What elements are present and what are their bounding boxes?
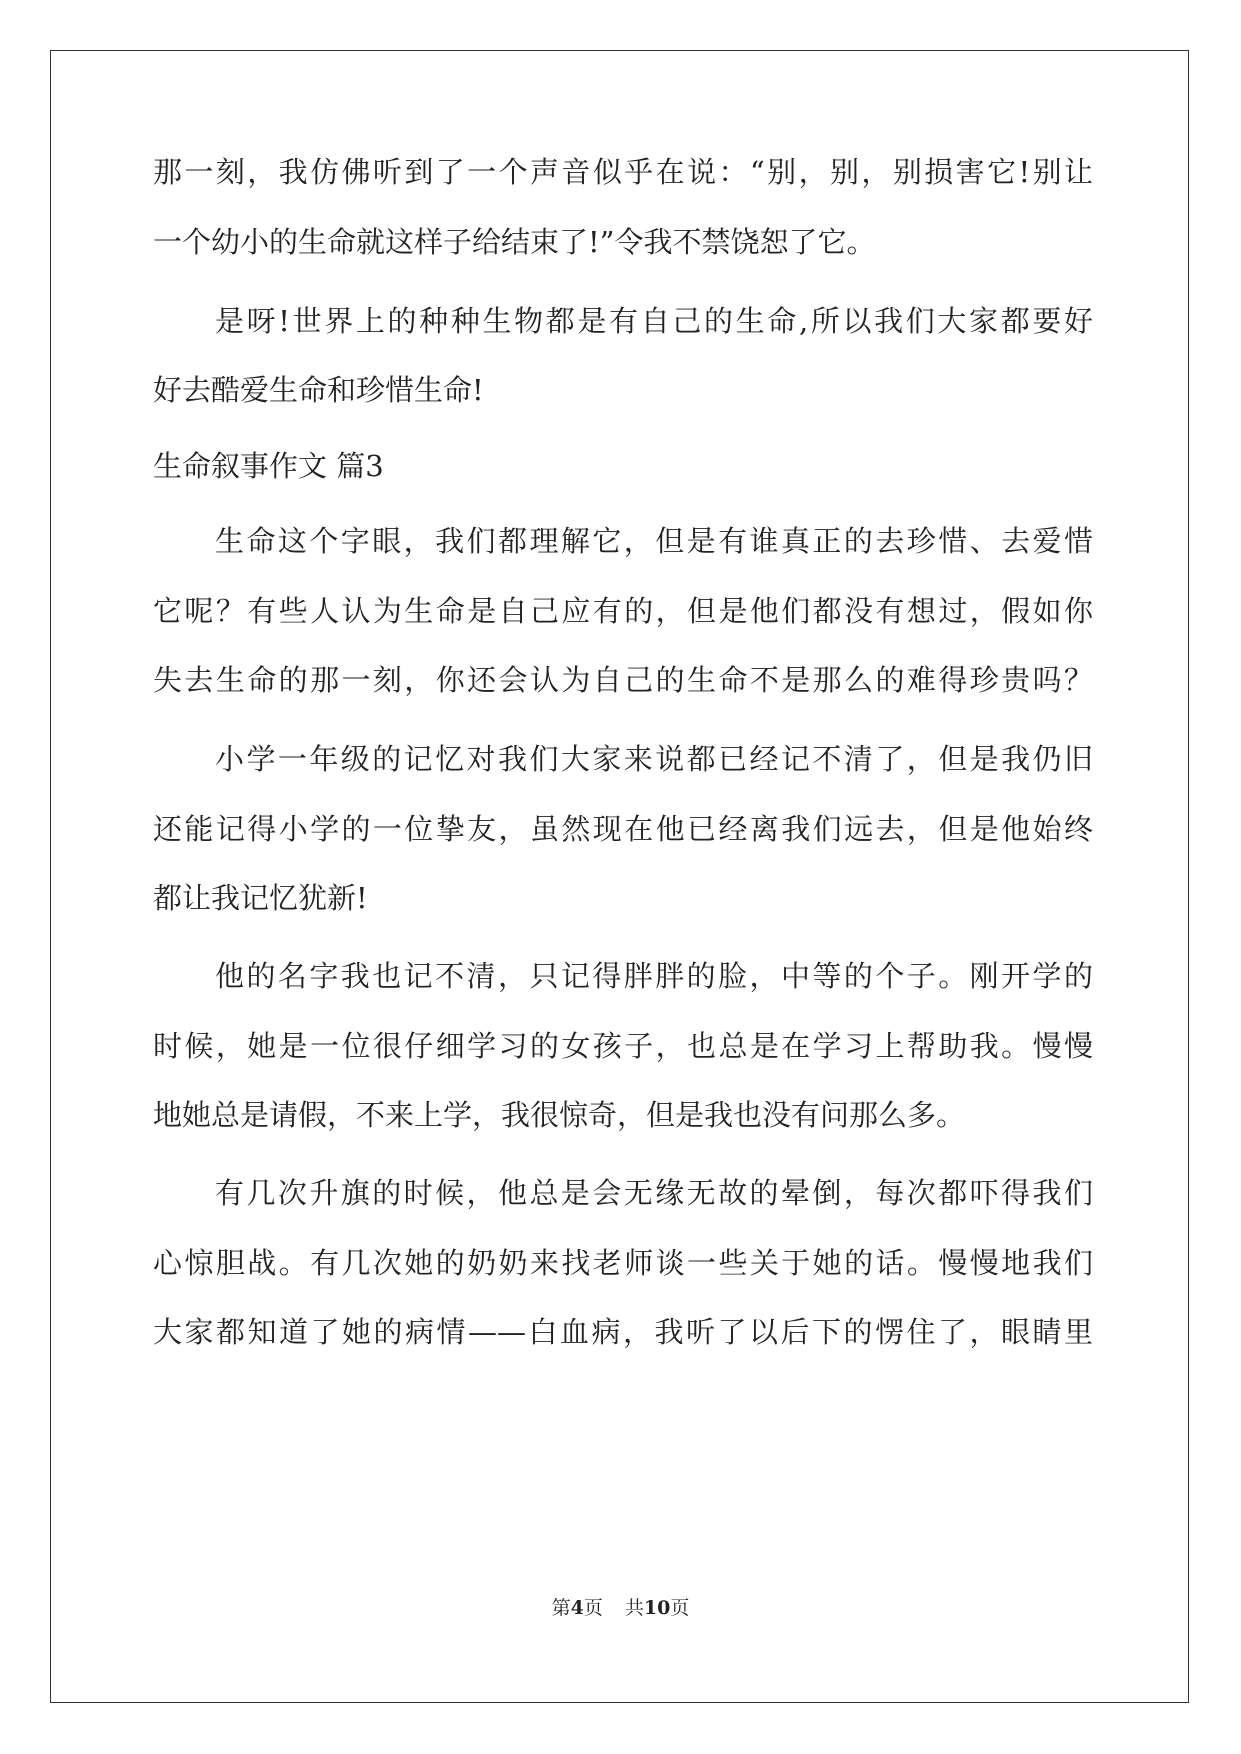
text-line: 心惊胆战。有几次她的奶奶来找老师谈一些关于她的话。慢慢地我们 xyxy=(153,1246,1093,1280)
section-heading: 生命叙事作文 篇3 xyxy=(153,449,384,483)
text-line: 好去酷爱生命和珍惜生命! xyxy=(153,373,484,407)
text-line: 是呀!世界上的种种生物都是有自己的生命,所以我们大家都要好 xyxy=(215,304,1093,338)
page-prefix: 第 xyxy=(551,1597,571,1619)
page-footer xyxy=(0,1596,1241,1620)
text-line: 失去生命的那一刻，你还会认为自己的生命不是那么的难得珍贵吗？ xyxy=(153,663,1093,697)
text-line: 生命这个字眼，我们都理解它，但是有谁真正的去珍惜、去爱惜 xyxy=(215,524,1093,558)
text-line: 小学一年级的记忆对我们大家来说都已经记不清了，但是我仍旧 xyxy=(215,742,1093,776)
text-line: 地她总是请假，不来上学，我很惊奇，但是我也没有问那么多。 xyxy=(153,1098,966,1132)
total-suffix: 页 xyxy=(670,1597,690,1619)
text-line: 都让我记忆犹新! xyxy=(153,881,368,915)
page-suffix: 页 xyxy=(583,1597,603,1619)
text-line: 有几次升旗的时候，他总是会无缘无故的晕倒，每次都吓得我们 xyxy=(215,1176,1093,1210)
text-line: 还能记得小学的一位挚友，虽然现在他已经离我们远去，但是他始终 xyxy=(153,812,1093,846)
text-line: 它呢？有些人认为生命是自己应有的，但是他们都没有想过，假如你 xyxy=(153,594,1093,628)
total-page-count: 10 xyxy=(643,1597,671,1619)
text-line: 他的名字我也记不清，只记得胖胖的脸，中等的个子。刚开学的 xyxy=(215,959,1093,993)
text-line: 时候，她是一位很仔细学习的女孩子，也总是在学习上帮助我。慢慢 xyxy=(153,1029,1093,1063)
text-line: 一个幼小的生命就这样子给结束了!”令我不禁饶恕了它。 xyxy=(153,225,876,259)
text-line: 大家都知道了她的病情——白血病，我听了以后下的愣住了，眼睛里 xyxy=(153,1315,1093,1349)
text-line: 那一刻，我仿佛听到了一个声音似乎在说：“别，别，别损害它!别让 xyxy=(153,155,1093,189)
current-page-number: 4 xyxy=(570,1597,584,1619)
page-border xyxy=(50,50,1189,1703)
total-prefix: 共 xyxy=(624,1597,644,1619)
